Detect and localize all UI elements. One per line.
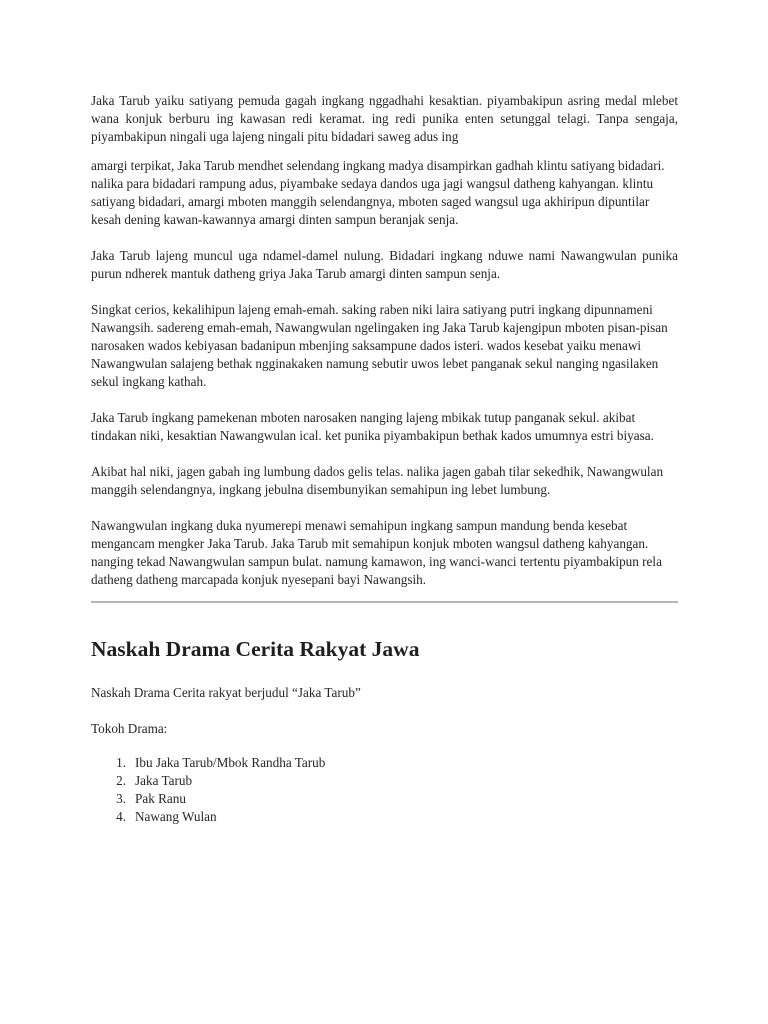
cast-list [91, 754, 678, 826]
story-paragraph-4: Singkat cerios, kekalihipun lajeng emah-emah. saking raben niki laira satiyang putri ingkang dipunnameni Nawangsih. sadereng emah-emah, Nawangwulan ngelingaken ing Jaka Tarub kajengipun mboten pisan-pisan narosaken wados kebiyasan badanipun mbenjing saksampune dados isteri. wados kesebat yaiku menawi Nawangwulan salajeng bethak ngginakaken namung sebutir uwos lebet panganak sekul nanging ngasilaken sekul ingkang kathah. [91, 302, 668, 389]
story-paragraph-3: Jaka Tarub lajeng muncul uga ndamel-damel nulung. Bidadari ingkang nduwe nami Nawangwulan punika purun ndherek mantuk datheng griya Jaka Tarub amargi dinten sampun senja. [91, 248, 678, 281]
cast-list-item [91, 754, 678, 772]
cast-number: 4. [116, 809, 126, 824]
cast-number: 3. [116, 791, 126, 806]
story-paragraph-6: Akibat hal niki, jagen gabah ing lumbung dados gelis telas. nalika jagen gabah tilar sekedhik, Nawangwulan manggih selendangnya, ingkang jebulna disembunyikan semahipun ing lebet lumbung. [91, 464, 664, 497]
cast-label: Tokoh Drama: [91, 721, 168, 736]
story-paragraph-2: amargi terpikat, Jaka Tarub mendhet selendang ingkang madya disampirkan gadhah klintu satiyang bidadari. nalika para bidadari rampung adus, piyambake sedaya dandos uga jagi wangsul datheng kahyangan. klintu satiyang bidadari, amargi mboten manggih selendangnya, mboten saged wangsul uga akhiripun dipuntilar kesah dening kawan-kawannya amargi dinten sampun beranjak senja. [91, 158, 665, 227]
section-divider [91, 601, 678, 603]
section-heading: Naskah Drama Cerita Rakyat Jawa [91, 637, 420, 661]
cast-list-item [91, 772, 678, 790]
drama-intro: Naskah Drama Cerita rakyat berjudul “Jaka Tarub” [91, 685, 361, 700]
document-page [91, 92, 678, 826]
story-paragraph-1: Jaka Tarub yaiku satiyang pemuda gagah ingkang nggadhahi kesaktian. piyambakipun asring medal mlebet wana konjuk berburu ing kawasan redi keramat. ing redi punika enten setunggal telagi. Tanpa sengaja, piyambakipun ningali uga lajeng ningali pitu bidadari saweg adus ing [91, 93, 678, 144]
cast-list-item [91, 790, 678, 808]
cast-name: Pak Ranu [135, 791, 186, 806]
story-paragraph-5: Jaka Tarub ingkang pamekenan mboten narosaken nanging lajeng mbikak tutup panganak sekul. akibat tindakan niki, kesaktian Nawangwulan ical. ket punika piyambakipun bethak kados umumnya estri biyasa. [91, 410, 654, 443]
cast-list-item [91, 808, 678, 826]
cast-number: 1. [116, 755, 126, 770]
story-paragraph-7: Nawangwulan ingkang duka nyumerepi menawi semahipun ingkang sampun mandung benda kesebat mengancam mengker Jaka Tarub. Jaka Tarub mit semahipun konjuk mboten wangsul datheng kahyangan. nanging tekad Nawangwulan sampun bulat. namung kamawon, ing wanci-wanci tertentu piyambakipun rela datheng datheng marcapada konjuk nyesepani bayi Nawangsih. [91, 518, 662, 587]
cast-name: Jaka Tarub [135, 773, 193, 788]
cast-name: Ibu Jaka Tarub/Mbok Randha Tarub [135, 755, 326, 770]
cast-number: 2. [116, 773, 126, 788]
cast-name: Nawang Wulan [135, 809, 217, 824]
